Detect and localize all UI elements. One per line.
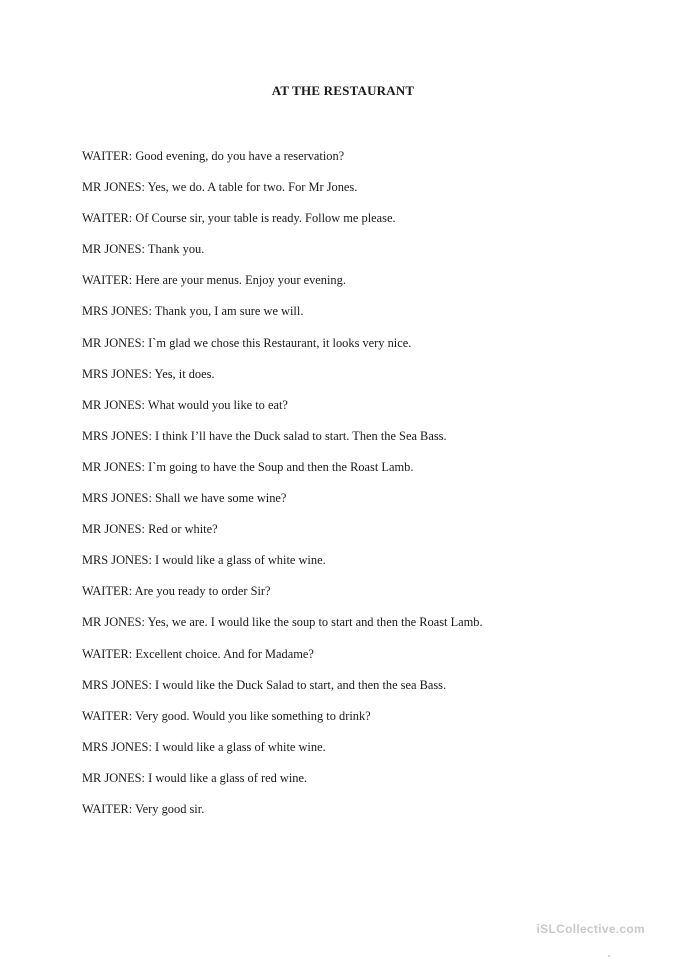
dialogue-line: MR JONES: I`m glad we chose this Restaurant, it looks very nice. xyxy=(82,335,412,350)
dialogue-line: WAITER: Good evening, do you have a reservation? xyxy=(82,149,345,163)
dialogue-line: WAITER: Excellent choice. And for Madame? xyxy=(82,646,314,661)
dialogue-line: MRS JONES: Thank you, I am sure we will. xyxy=(82,304,304,319)
dialogue-line: MRS JONES: I would like the Duck Salad to start, and then the sea Bass. xyxy=(82,677,447,692)
watermark-dot xyxy=(608,955,610,957)
dialogue-line: WAITER: Here are your menus. Enjoy your evening. xyxy=(82,273,346,288)
dialogue-list xyxy=(82,148,483,832)
dialogue-line: MR JONES: Yes, we are. I would like the soup to start and then the Roast Lamb. xyxy=(82,615,483,630)
dialogue-line: MR JONES: Yes, we do. A table for two. For Mr Jones. xyxy=(82,180,358,195)
dialogue-line: WAITER: Very good sir. xyxy=(82,801,205,816)
dialogue-line: WAITER: Very good. Would you like something to drink? xyxy=(82,708,371,723)
dialogue-line: MR JONES: I`m going to have the Soup and then the Roast Lamb. xyxy=(82,459,414,474)
dialogue-line: MR JONES: I would like a glass of red wine. xyxy=(82,770,308,785)
dialogue-line: MRS JONES: I think I’ll have the Duck salad to start. Then the Sea Bass. xyxy=(82,428,447,443)
dialogue-line: MRS JONES: Yes, it does. xyxy=(82,366,215,381)
dialogue-line: WAITER: Of Course sir, your table is ready. Follow me please. xyxy=(82,211,396,226)
dialogue-line: MR JONES: What would you like to eat? xyxy=(82,397,288,412)
page-title: AT THE RESTAURANT xyxy=(271,83,415,98)
dialogue-line: MR JONES: Red or white? xyxy=(82,522,218,537)
dialogue-line: WAITER: Are you ready to order Sir? xyxy=(82,584,271,599)
watermark: iSLCollective.com xyxy=(536,922,645,936)
dialogue-line: MR JONES: Thank you. xyxy=(82,242,205,257)
dialogue-line: MRS JONES: I would like a glass of white wine. xyxy=(82,553,326,568)
dialogue-line: MRS JONES: Shall we have some wine? xyxy=(82,491,287,506)
dialogue-line: MRS JONES: I would like a glass of white wine. xyxy=(82,739,326,754)
